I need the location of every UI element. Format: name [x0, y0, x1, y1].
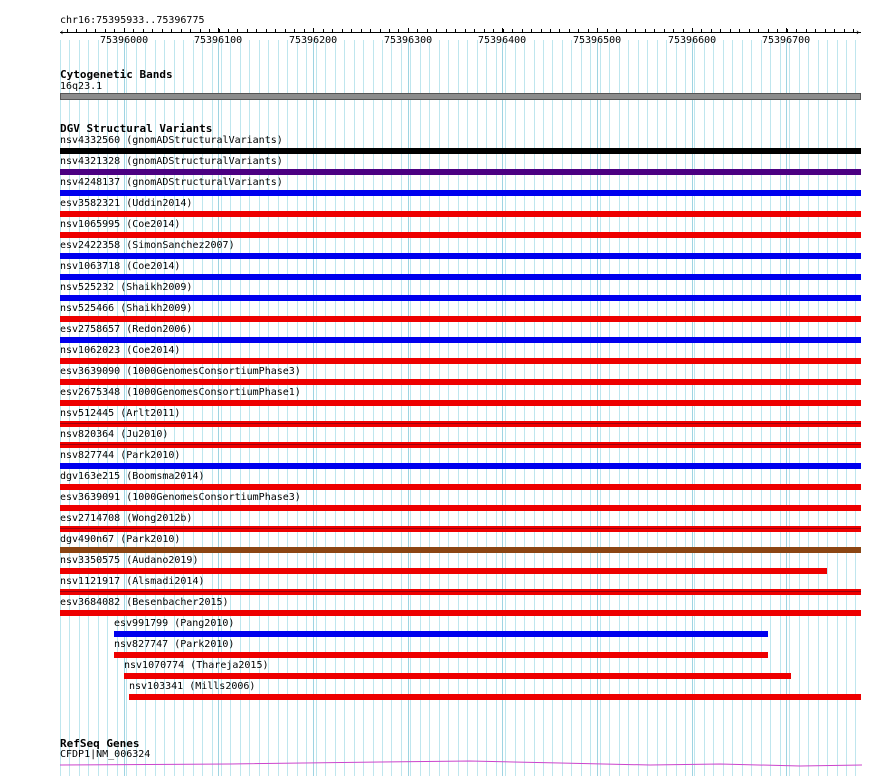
- ruler-minor-tick: [465, 29, 466, 32]
- ruler-minor-tick: [531, 29, 532, 32]
- ruler-minor-tick: [389, 29, 390, 32]
- ruler-minor-tick: [247, 29, 248, 32]
- dgv-variant-label: esv3684082 (Besenbacher2015): [60, 597, 229, 608]
- ruler-minor-tick: [408, 29, 409, 32]
- ruler-axis[interactable]: [60, 32, 861, 33]
- ruler-minor-tick: [351, 29, 352, 32]
- ruler-tick-label: 75396600: [668, 35, 717, 46]
- dgv-variant-label: esv3582321 (Uddin2014): [60, 198, 193, 209]
- ruler-minor-tick: [578, 29, 579, 32]
- ruler-minor-tick: [853, 29, 854, 32]
- dgv-variant-line[interactable]: [60, 444, 861, 445]
- ruler-minor-tick: [626, 29, 627, 32]
- ruler-minor-tick: [541, 29, 542, 32]
- dgv-variant-label: nsv1065995 (Coe2014): [60, 219, 181, 230]
- dgv-variant-label: nsv820364 (Ju2010): [60, 429, 169, 440]
- dgv-variant-bar[interactable]: [60, 568, 827, 574]
- dgv-variant-bar[interactable]: [60, 316, 861, 322]
- dgv-variant-bar[interactable]: [60, 400, 861, 406]
- dgv-variant-label: nsv827744 (Park2010): [60, 450, 181, 461]
- ruler-minor-tick: [446, 29, 447, 32]
- dgv-variant-bar[interactable]: [60, 211, 861, 217]
- ruler-minor-tick: [815, 29, 816, 32]
- ruler-minor-tick: [654, 29, 655, 32]
- dgv-variant-label: esv3639090 (1000GenomesConsortiumPhase3): [60, 366, 301, 377]
- ruler-tick-label: 75396100: [194, 35, 243, 46]
- ruler-minor-tick: [474, 29, 475, 32]
- dgv-variant-bar[interactable]: [60, 484, 861, 490]
- cytoband-label: 16q23.1: [60, 81, 103, 92]
- dgv-variant-bar[interactable]: [60, 232, 861, 238]
- dgv-variant-bar[interactable]: [60, 148, 861, 154]
- ruler-minor-tick: [607, 29, 608, 32]
- locus-label: chr16:75395933..75396775: [60, 15, 205, 26]
- ruler-tick-label: 75396300: [384, 35, 433, 46]
- dgv-variant-label: nsv827747 (Park2010): [114, 639, 235, 650]
- dgv-variant-bar[interactable]: [60, 379, 861, 385]
- dgv-variant-label: nsv103341 (Mills2006): [129, 681, 256, 692]
- ruler-minor-tick: [200, 29, 201, 32]
- ruler-minor-tick: [342, 29, 343, 32]
- dgv-variant-line[interactable]: [60, 423, 861, 424]
- ruler-minor-tick: [749, 29, 750, 32]
- dgv-variant-bar[interactable]: [129, 694, 861, 700]
- ruler-tick-label: 75396200: [289, 35, 338, 46]
- ruler-minor-tick: [143, 29, 144, 32]
- dgv-variant-label: nsv525466 (Shaikh2009): [60, 303, 193, 314]
- ruler-minor-tick: [493, 29, 494, 32]
- ruler-tick-label: 75396500: [573, 35, 622, 46]
- dgv-variant-label: esv3639091 (1000GenomesConsortiumPhase3): [60, 492, 301, 503]
- dgv-variant-bar[interactable]: [60, 526, 861, 532]
- dgv-variant-label: nsv1121917 (Alsmadi2014): [60, 576, 205, 587]
- ruler-minor-tick: [512, 29, 513, 32]
- ruler-minor-tick: [313, 29, 314, 32]
- dgv-variant-bar[interactable]: [60, 421, 861, 427]
- ruler-minor-tick: [285, 29, 286, 32]
- dgv-variant-line[interactable]: [60, 591, 861, 592]
- ruler-minor-tick: [304, 29, 305, 32]
- ruler-minor-tick: [219, 29, 220, 32]
- dgv-variant-label: dgv490n67 (Park2010): [60, 534, 181, 545]
- dgv-variant-label: esv2422358 (SimonSanchez2007): [60, 240, 235, 251]
- ruler-minor-tick: [616, 29, 617, 32]
- dgv-variant-bar[interactable]: [60, 505, 861, 511]
- dgv-variant-label: esv991799 (Pang2010): [114, 618, 235, 629]
- dgv-variant-bar[interactable]: [60, 337, 861, 343]
- cytoband-track-title[interactable]: Cytogenetic Bands: [60, 68, 173, 81]
- ruler-minor-tick: [701, 29, 702, 32]
- dgv-variant-label: esv2758657 (Redon2006): [60, 324, 193, 335]
- ruler-minor-tick: [673, 29, 674, 32]
- ruler-minor-tick: [569, 29, 570, 32]
- ruler-minor-tick: [86, 29, 87, 32]
- ruler-minor-tick: [758, 29, 759, 32]
- ruler-minor-tick: [152, 29, 153, 32]
- dgv-variant-bar[interactable]: [60, 610, 861, 616]
- ruler-minor-tick: [796, 29, 797, 32]
- ruler-minor-tick: [711, 29, 712, 32]
- dgv-variant-label: esv2714708 (Wong2012b): [60, 513, 193, 524]
- ruler-minor-tick: [323, 29, 324, 32]
- ruler-minor-tick: [95, 29, 96, 32]
- ruler-minor-tick: [692, 29, 693, 32]
- dgv-variant-label: nsv4248137 (gnomADStructuralVariants): [60, 177, 283, 188]
- ruler-tick-label: 75396400: [478, 35, 527, 46]
- dgv-variant-bar[interactable]: [114, 631, 768, 637]
- ruler-minor-tick: [427, 29, 428, 32]
- dgv-variant-label: nsv525232 (Shaikh2009): [60, 282, 193, 293]
- ruler-minor-tick: [256, 29, 257, 32]
- ruler-minor-tick: [777, 29, 778, 32]
- ruler-minor-tick: [844, 29, 845, 32]
- ruler-minor-tick: [503, 29, 504, 32]
- ruler-tick-label: 75396700: [762, 35, 811, 46]
- dgv-variant-bar[interactable]: [60, 295, 861, 301]
- ruler-minor-tick: [332, 29, 333, 32]
- ruler-minor-tick: [664, 29, 665, 32]
- dgv-track-title[interactable]: DGV Structural Variants: [60, 122, 213, 135]
- ruler-minor-tick: [739, 29, 740, 32]
- ruler-minor-tick: [768, 29, 769, 32]
- ruler-minor-tick: [806, 29, 807, 32]
- dgv-variant-label: nsv1062023 (Coe2014): [60, 345, 181, 356]
- ruler-minor-tick: [380, 29, 381, 32]
- ruler-minor-tick: [484, 29, 485, 32]
- ruler-minor-tick: [162, 29, 163, 32]
- ruler-minor-tick: [834, 29, 835, 32]
- ruler-minor-tick: [398, 29, 399, 32]
- cytoband-bar[interactable]: [60, 93, 861, 100]
- ruler-minor-tick: [361, 29, 362, 32]
- ruler-minor-tick: [370, 29, 371, 32]
- ruler-minor-tick: [114, 29, 115, 32]
- dgv-variant-label: nsv3350575 (Audano2019): [60, 555, 199, 566]
- ruler-minor-tick: [190, 29, 191, 32]
- ruler-minor-tick: [597, 29, 598, 32]
- ruler-minor-tick: [683, 29, 684, 32]
- ruler-minor-tick: [266, 29, 267, 32]
- ruler-minor-tick: [181, 29, 182, 32]
- dgv-variant-label: nsv4332560 (gnomADStructuralVariants): [60, 135, 283, 146]
- scroll-left-arrow[interactable]: ‹: [59, 28, 65, 38]
- scroll-right-arrow[interactable]: ›: [855, 28, 861, 38]
- dgv-variant-bar[interactable]: [60, 358, 861, 364]
- dgv-variant-bar[interactable]: [60, 463, 861, 469]
- dgv-variant-label: nsv1063718 (Coe2014): [60, 261, 181, 272]
- ruler-minor-tick: [559, 29, 560, 32]
- ruler-minor-tick: [237, 29, 238, 32]
- dgv-variant-label: esv2675348 (1000GenomesConsortiumPhase1): [60, 387, 301, 398]
- ruler-minor-tick: [67, 29, 68, 32]
- dgv-variant-bar[interactable]: [114, 652, 768, 658]
- ruler-minor-tick: [76, 29, 77, 32]
- ruler-minor-tick: [635, 29, 636, 32]
- dgv-variant-label: dgv163e215 (Boomsma2014): [60, 471, 205, 482]
- refseq-track-title[interactable]: RefSeq Genes: [60, 737, 140, 750]
- dgv-variant-bar[interactable]: [60, 274, 861, 280]
- ruler-minor-tick: [228, 29, 229, 32]
- ruler-minor-tick: [171, 29, 172, 32]
- ruler-minor-tick: [645, 29, 646, 32]
- ruler-minor-tick: [588, 29, 589, 32]
- dgv-variant-bar[interactable]: [60, 589, 861, 595]
- ruler-minor-tick: [522, 29, 523, 32]
- dgv-variant-bar[interactable]: [60, 190, 861, 196]
- ruler-minor-tick: [455, 29, 456, 32]
- ruler-minor-tick: [275, 29, 276, 32]
- ruler-minor-tick: [550, 29, 551, 32]
- dgv-variant-bar[interactable]: [60, 442, 861, 448]
- dgv-variant-line[interactable]: [60, 528, 861, 529]
- ruler-minor-tick: [436, 29, 437, 32]
- dgv-variant-bar[interactable]: [124, 673, 791, 679]
- dgv-variant-label: nsv1070774 (Thareja2015): [124, 660, 269, 671]
- dgv-variant-bar[interactable]: [60, 547, 861, 553]
- refseq-gene-line: [60, 761, 862, 766]
- ruler-minor-tick: [825, 29, 826, 32]
- ruler-minor-tick: [209, 29, 210, 32]
- ruler-minor-tick: [417, 29, 418, 32]
- ruler-minor-tick: [133, 29, 134, 32]
- ruler-minor-tick: [105, 29, 106, 32]
- dgv-variant-bar[interactable]: [60, 253, 861, 259]
- ruler-minor-tick: [787, 29, 788, 32]
- ruler-tick-label: 75396000: [100, 35, 149, 46]
- dgv-variant-label: nsv512445 (Arlt2011): [60, 408, 181, 419]
- dgv-variant-bar[interactable]: [60, 169, 861, 175]
- ruler-minor-tick: [124, 29, 125, 32]
- dgv-variant-label: nsv4321328 (gnomADStructuralVariants): [60, 156, 283, 167]
- ruler-minor-tick: [730, 29, 731, 32]
- ruler-minor-tick: [720, 29, 721, 32]
- refseq-gene-label: CFDP1|NM_006324: [60, 749, 151, 760]
- ruler-minor-tick: [294, 29, 295, 32]
